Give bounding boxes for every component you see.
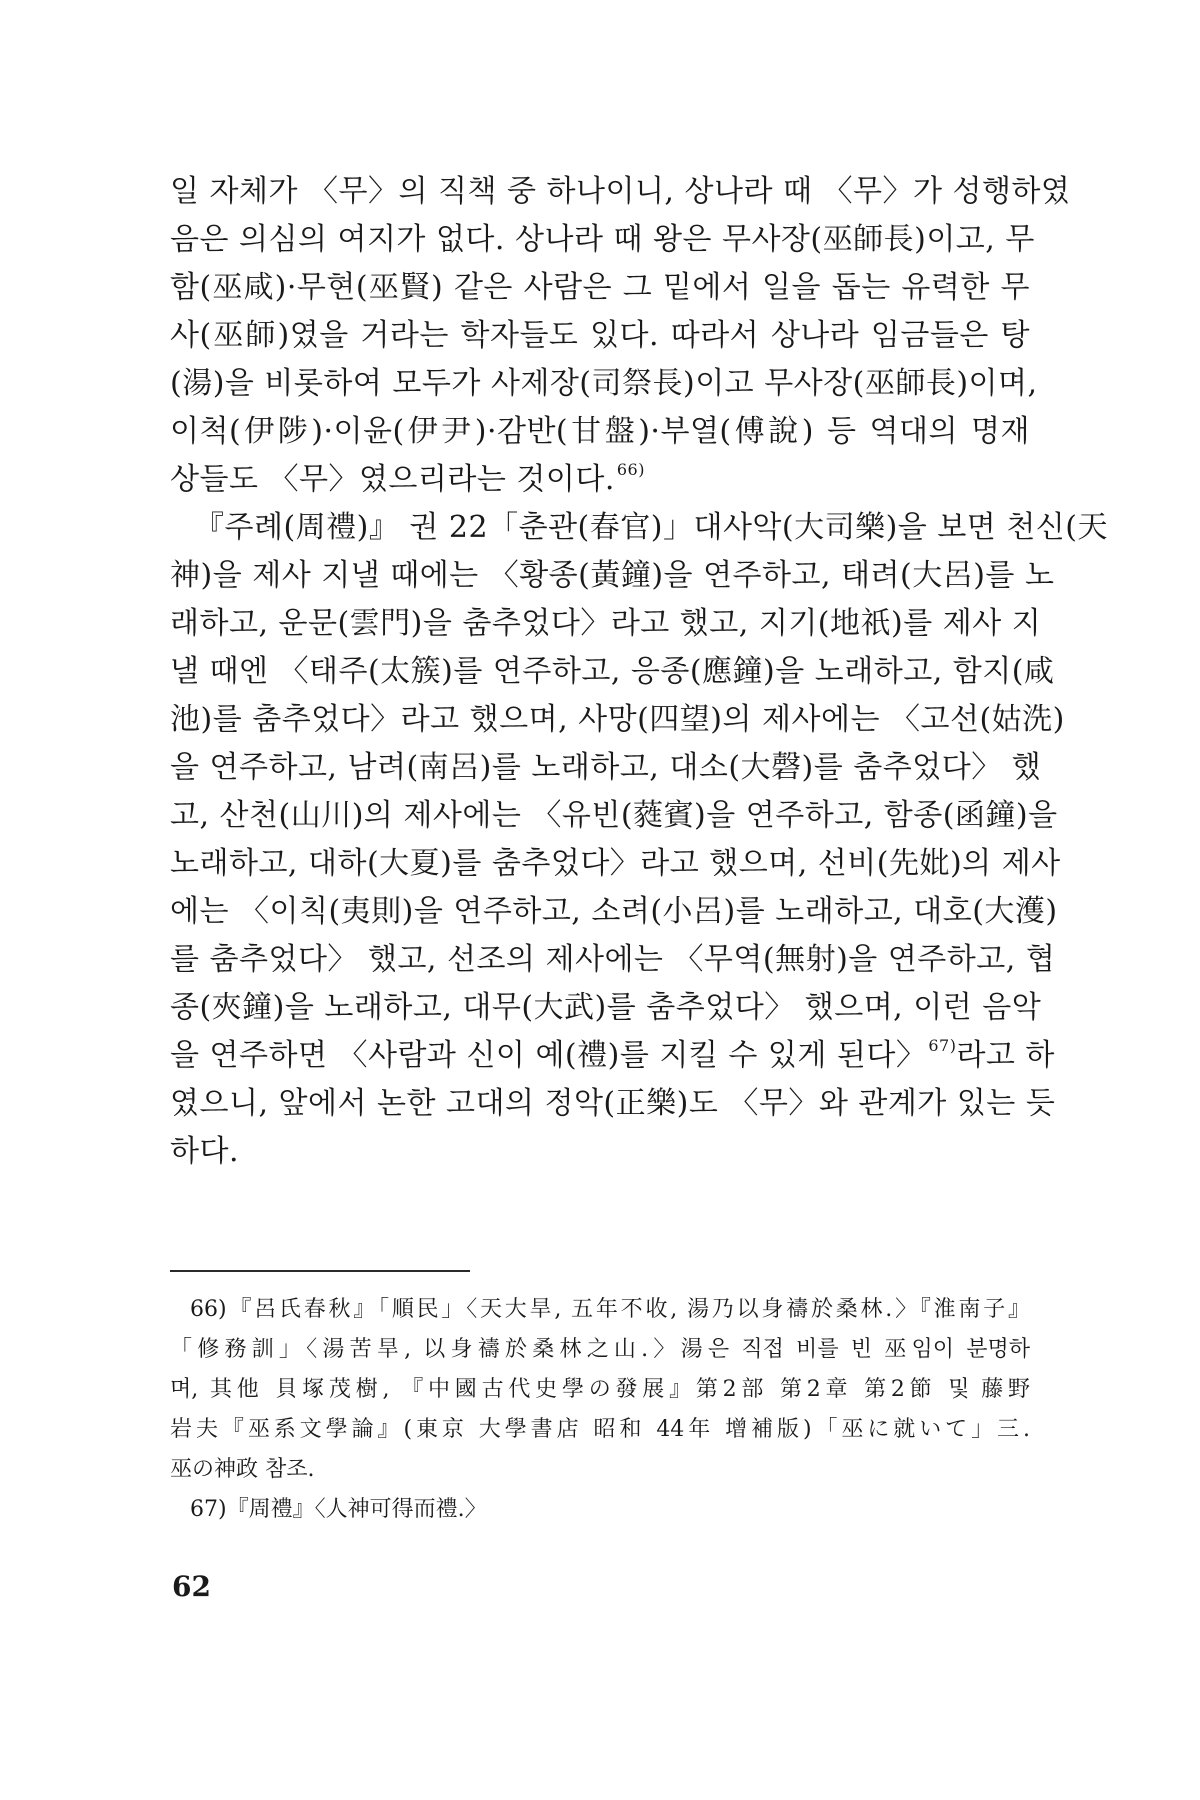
body-line: 를 춤추었다〉 했고, 선조의 제사에는 〈무역(無射)을 연주하고, 협 xyxy=(170,942,1056,977)
body-line: 『주례(周禮)』 권 22「춘관(春官)」대사악(大司樂)을 보면 천신(天 xyxy=(194,510,1108,545)
footnote-66-line: 巫の神政 참조. xyxy=(170,1457,315,1482)
footnotes xyxy=(170,1290,1030,1530)
body-line: 낼 때엔 〈태주(太簇)를 연주하고, 응종(應鐘)을 노래하고, 함지(咸 xyxy=(170,654,1055,689)
footnote-66-line: 岩夫『巫系文學論』(東京 大學書店 昭和 44年 增補版)「巫に就いて」三. xyxy=(170,1417,1030,1442)
body-line: 을 연주하고, 남려(南呂)를 노래하고, 대소(大磬)를 춤추었다〉 했 xyxy=(170,750,1042,785)
footnote-ref-66: 66) xyxy=(616,460,645,479)
body-line-tail: 라고 하 xyxy=(956,1038,1055,1073)
body-line: 이척(伊陟)·이윤(伊尹)·감반(甘盤)·부열(傅說) 등 역대의 명재 xyxy=(170,414,1030,449)
footnote-66-line: 며, 其他 貝塚茂樹, 『中國古代史學の發展』第2部 第2章 第2節 및 藤野 xyxy=(170,1377,1030,1402)
body-line: 였으니, 앞에서 논한 고대의 정악(正樂)도 〈무〉와 관계가 있는 듯 xyxy=(170,1086,1056,1121)
body-line: 神)을 제사 지낼 때에는 〈황종(黃鐘)을 연주하고, 태려(大呂)를 노 xyxy=(170,558,1055,593)
body-line: 음은 의심의 여지가 없다. 상나라 때 왕은 무사장(巫師長)이고, 무 xyxy=(170,222,1035,257)
body-line: 종(夾鐘)을 노래하고, 대무(大武)를 춤추었다〉 했으며, 이런 음악 xyxy=(170,990,1042,1025)
footnote-67-line: 67)『周禮』〈人神可得而禮.〉 xyxy=(190,1497,487,1522)
body-line: 고, 산천(山川)의 제사에는 〈유빈(蕤賓)을 연주하고, 함종(函鐘)을 xyxy=(170,798,1058,833)
footnote-66-line: 66)『呂氏春秋』「順民」〈天大旱, 五年不收, 湯乃以身禱於桑林.〉『淮南子』 xyxy=(190,1297,1030,1322)
body-line: 함(巫咸)·무현(巫賢) 같은 사람은 그 밑에서 일을 돕는 유력한 무 xyxy=(170,270,1030,305)
body-line xyxy=(170,456,1030,504)
footnote-divider xyxy=(170,1270,470,1272)
body-line: 노래하고, 대하(大夏)를 춤추었다〉라고 했으며, 선비(先妣)의 제사 xyxy=(170,846,1061,881)
body-line-text: 을 연주하면 〈사람과 신이 예(禮)를 지킬 수 있게 된다〉 xyxy=(170,1038,927,1073)
body-line: 池)를 춤추었다〉라고 했으며, 사망(四望)의 제사에는 〈고선(姑洗) xyxy=(170,702,1065,737)
body-line: (湯)을 비롯하여 모두가 사제장(司祭長)이고 무사장(巫師長)이며, xyxy=(170,366,1038,401)
body-line: 래하고, 운문(雲門)을 춤추었다〉라고 했고, 지기(地祇)를 제사 지 xyxy=(170,606,1042,641)
body-line xyxy=(170,1032,1055,1080)
body-line: 일 자체가 〈무〉의 직책 중 하나이니, 상나라 때 〈무〉가 성행하였 xyxy=(170,174,1071,209)
body-line: 하다. xyxy=(170,1134,239,1169)
footnote-ref-67: 67) xyxy=(928,1036,957,1055)
body-line: 사(巫師)였을 거라는 학자들도 있다. 따라서 상나라 임금들은 탕 xyxy=(170,318,1030,353)
footnote-66-line: 「修務訓」〈湯苦旱, 以身禱於桑林之山.〉湯은 직접 비를 빈 巫임이 분명하 xyxy=(170,1337,1030,1362)
body-line: 에는 〈이칙(夷則)을 연주하고, 소려(小呂)를 노래하고, 대호(大濩) xyxy=(170,894,1058,929)
page-number: 62 xyxy=(172,1570,211,1603)
body-text xyxy=(170,168,1108,1176)
body-line-text: 상들도 〈무〉였으리라는 것이다. xyxy=(170,462,615,497)
